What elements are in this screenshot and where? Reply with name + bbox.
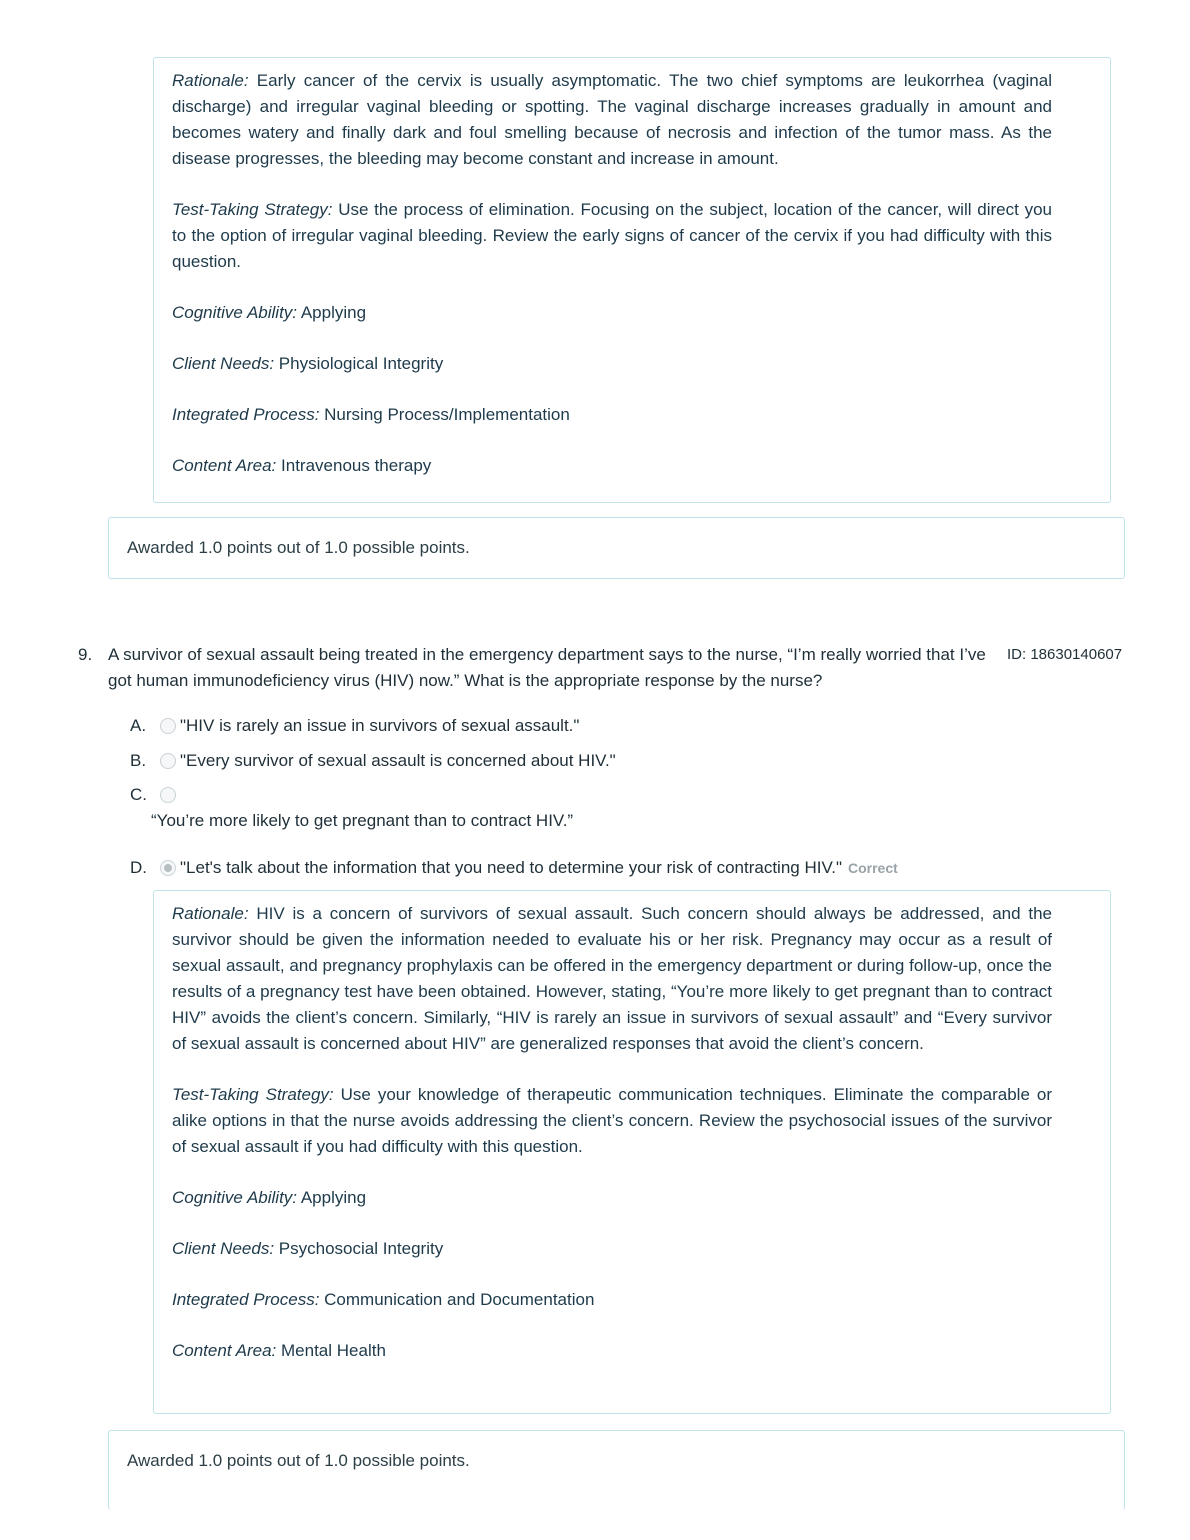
correct-badge: Correct [848,860,898,876]
radio-icon[interactable] [160,718,176,734]
strategy-paragraph: Test-Taking Strategy: Use your knowledge of therapeutic communication techniques. Eliminate the comparable or alike options in that the nurse avoids addressing the client’s concern. Review the psychosocial issues of the survivor of sexual assault if you had difficulty with this question. [172,1085,1052,1156]
question-text: A survivor of sexual assault being treated in the emergency department says to the nurse, “I’m really worried that I’ve got human immunodeficiency virus (HIV) now.” What is the appropriate response by the nurse? [108,645,986,690]
option-c-text: “You’re more likely to get pregnant than to contract HIV.” [151,811,574,830]
question-number: 9. [78,645,93,664]
option-a[interactable]: A. "HIV is rarely an issue in survivors of sexual assault." [130,716,580,735]
radio-icon[interactable] [160,753,176,769]
question-id: ID: 18630140607 [1007,646,1123,663]
integrated-process: Integrated Process: Nursing Process/Implementation [172,405,570,424]
radio-selected-icon[interactable] [160,860,176,876]
radio-icon[interactable] [160,787,176,803]
rationale-panel [153,890,1111,1414]
awarded-points-box: Awarded 1.0 points out of 1.0 possible points. [108,1430,1125,1510]
option-c[interactable]: C. “You’re more likely to get pregnant than to contract HIV.” [130,783,573,833]
content-area: Content Area: Mental Health [172,1341,386,1360]
option-b[interactable]: B. "Every survivor of sexual assault is concerned about HIV." [130,751,616,770]
option-d[interactable]: D. "Let's talk about the information that you need to determine your risk of contracting HIV." Correct [130,858,898,877]
integrated-process: Integrated Process: Communication and Documentation [172,1290,595,1309]
previous-rationale-panel [153,57,1111,503]
strategy-paragraph: Test-Taking Strategy: Use the process of elimination. Focusing on the subject, location of the cancer, will direct you to the option of irregular vaginal bleeding. Review the early signs of cancer of the cervix if you had difficulty with this question. [172,200,1052,271]
awarded-points-box: Awarded 1.0 points out of 1.0 possible points. [108,517,1125,579]
rationale-paragraph: Rationale: HIV is a concern of survivors of sexual assault. Such concern should always be addressed, and the survivor should be given the information needed to evaluate his or her risk. Pregnancy may occur as a result of sexual assault, and pregnancy prophylaxis can be offered in the emergency department or during follow-up, once the results of a pregnancy test have been obtained. However, stating, “You’re more likely to get pregnant than to contract HIV” avoids the client’s concern. Similarly, “HIV is rarely an issue in survivors of sexual assault” and “Every survivor of sexual assault is concerned about HIV” are generalized responses that avoid the client’s concern. [172,904,1052,1053]
cognitive-ability: Cognitive Ability: Applying [172,1188,367,1207]
cognitive-ability: Cognitive Ability: Applying [172,303,367,322]
rationale-paragraph: Rationale: Early cancer of the cervix is usually asymptomatic. The two chief symptoms are leukorrhea (vaginal discharge) and irregular vaginal bleeding or spotting. The vaginal discharge increases gradually in amount and becomes watery and finally dark and foul smelling because of necrosis and infection of the tumor mass. As the disease progresses, the bleeding may become constant and increase in amount. [172,71,1052,168]
client-needs: Client Needs: Psychosocial Integrity [172,1239,444,1258]
content-area: Content Area: Intravenous therapy [172,456,432,475]
client-needs: Client Needs: Physiological Integrity [172,354,444,373]
